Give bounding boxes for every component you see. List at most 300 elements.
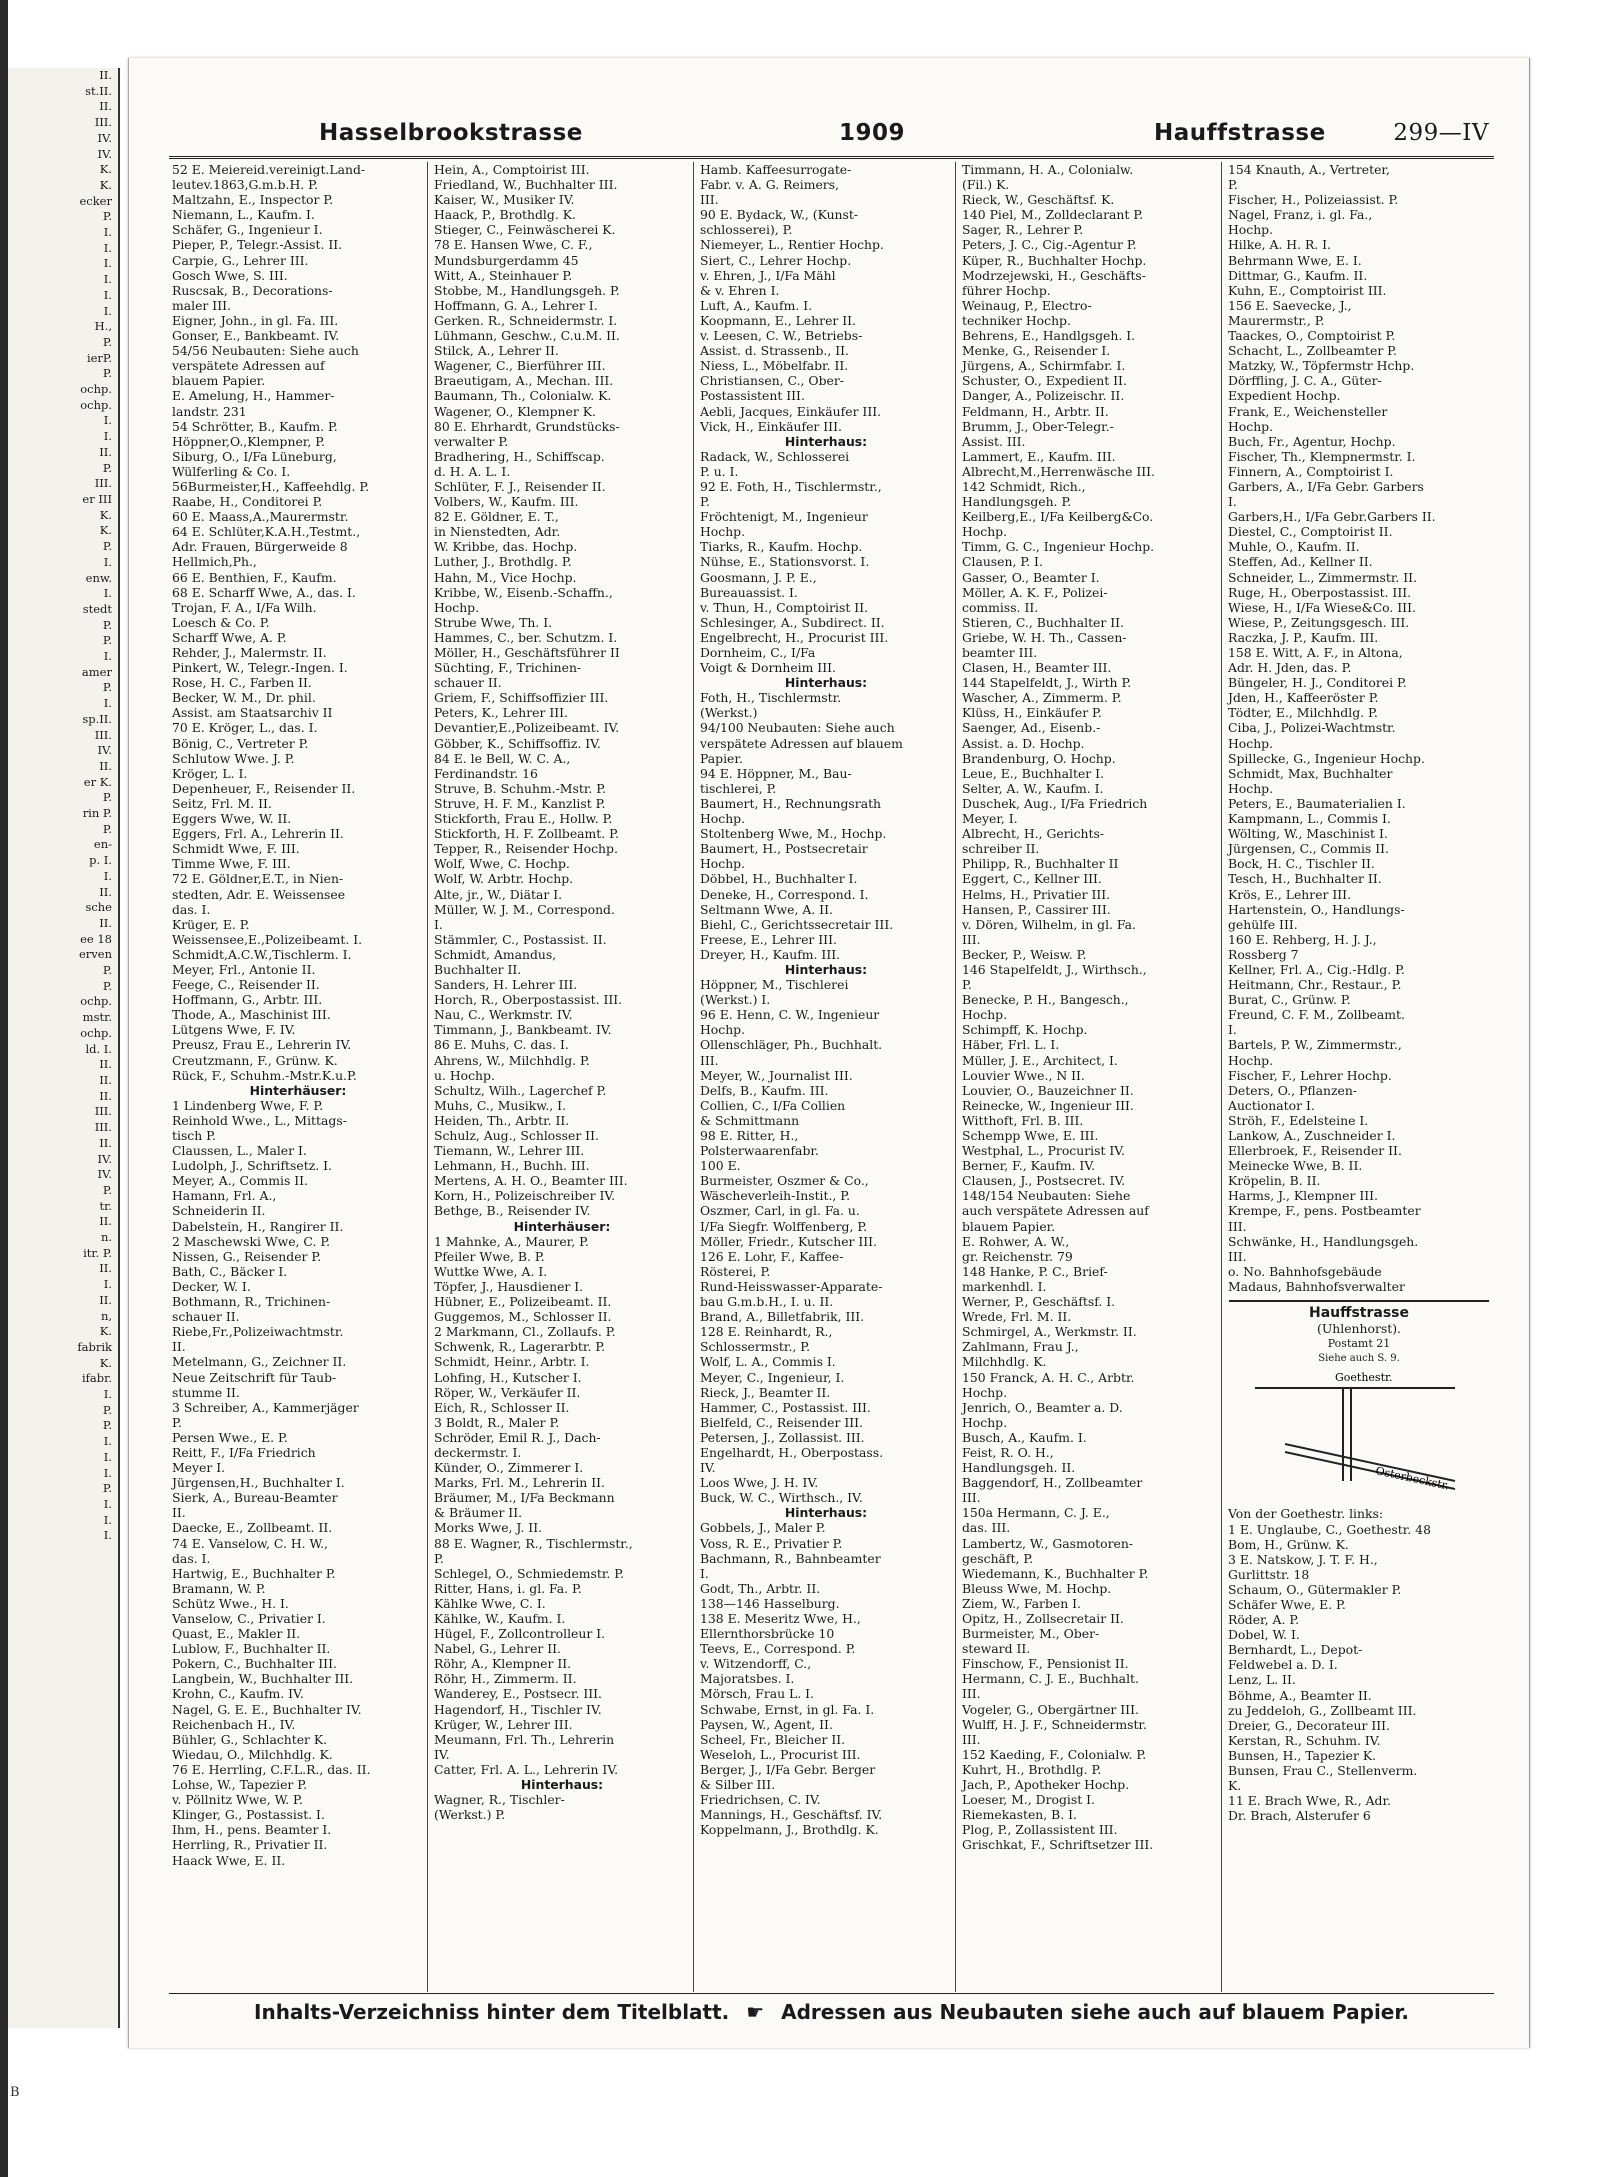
footer-rule	[169, 1993, 1494, 1994]
directory-entry: Fischer, Th., Klempnermstr. I.	[1228, 448, 1416, 464]
prev-page-fragment: II.	[99, 915, 112, 930]
directory-entry: Höppner,O.,Klempner, P.	[172, 433, 325, 449]
prev-page-fragment: sche	[85, 900, 112, 915]
directory-entry: Vick, H., Einkäufer III.	[700, 418, 842, 434]
directory-entry: Meyer, A., Commis II.	[172, 1173, 308, 1189]
prev-page-fragment: II.	[99, 1057, 112, 1072]
directory-entry: Kribbe, W., Eisenb.-Schaffn.,	[434, 584, 613, 600]
directory-entry: Frank, E., Weichensteller	[1228, 403, 1388, 419]
prev-page-fragment: I.	[103, 1277, 112, 1292]
directory-entry: Goosmann, J. P. E.,	[700, 569, 817, 585]
directory-entry: Neue Zeitschrift für Taub-	[172, 1369, 337, 1385]
directory-entry: E. Amelung, H., Hammer-	[172, 388, 335, 404]
directory-entry: Engelhardt, H., Oberpostass.	[700, 1444, 884, 1460]
directory-entry: Saenger, Ad., Eisenb.-	[962, 720, 1101, 736]
prev-page-fragment: IV.	[97, 1151, 112, 1166]
directory-entry: Dreyer, H., Kaufm. III.	[700, 946, 841, 962]
directory-entry: maler III.	[172, 297, 231, 313]
prev-page-fragment: I.	[103, 1528, 112, 1543]
directory-entry: Kuhn, E., Comptoirist III.	[1228, 282, 1387, 298]
directory-entry: Buchhalter II.	[434, 961, 522, 977]
directory-entry: Albrecht, H., Gerichts-	[962, 826, 1105, 842]
directory-entry: Foth, H., Tischlermstr.	[700, 690, 842, 706]
prev-page-fragment: ecker	[79, 193, 112, 208]
directory-entry: 52 E. Meiereid.vereinigt.Land-	[172, 162, 366, 177]
hauff-title: Hauffstrasse	[1308, 1305, 1409, 1322]
directory-entry: Steffen, Ad., Kellner II.	[1228, 554, 1373, 570]
directory-entry: Struve, H. F. M., Kanzlist P.	[434, 795, 606, 811]
directory-entry: Schulz, Aug., Schlosser II.	[434, 1128, 599, 1143]
sketch-goethestr-label: Goethestr.	[1335, 1371, 1393, 1385]
directory-entry: IV.	[700, 1460, 716, 1476]
prev-page-fragment: I.	[103, 225, 112, 240]
directory-entry: Krempe, F., pens. Postbeamter	[1228, 1203, 1421, 1219]
directory-entry: 2 Maschewski Wwe, C. P.	[172, 1233, 331, 1249]
directory-entry: v. Pöllnitz Wwe, W. P.	[172, 1792, 303, 1808]
directory-entry: Preusz, Frau E., Lehrerin IV.	[172, 1037, 352, 1053]
directory-entry: Ströh, F., Edelsteine I.	[1228, 1112, 1369, 1128]
directory-entry: Meyer, I.	[962, 811, 1018, 827]
page-footer	[169, 2000, 1494, 2024]
directory-entry: Helms, H., Privatier III.	[962, 886, 1111, 902]
directory-entry: Mannings, H., Geschäftsf. IV.	[700, 1807, 883, 1823]
directory-entry: Wagener, C., Bierführer III.	[434, 358, 606, 374]
directory-entry: E. Rohwer, A. W.,	[962, 1233, 1070, 1249]
scan-edge	[0, 0, 8, 2177]
directory-entry: Keilberg,E., I/Fa Keilberg&Co.	[962, 509, 1154, 525]
section-heading: Hinterhaus:	[520, 1777, 604, 1793]
directory-entry: Nagel, G. E. E., Buchhalter IV.	[172, 1701, 362, 1717]
directory-entry: Hoffmann, G., Arbtr. III.	[172, 992, 323, 1008]
directory-entry: Brumm, J., Ober-Telegr.-	[962, 418, 1114, 434]
directory-entry: Witt, A., Steinhauer P.	[434, 267, 573, 283]
prev-page-fragment: I.	[103, 554, 112, 569]
directory-entry: Clausen, P. I.	[962, 554, 1043, 570]
footer-index-note: Inhalts-Verzeichniss hinter dem Titelblatt.	[254, 2000, 730, 2024]
directory-entry: Möller, H., Geschäftsführer II	[434, 645, 620, 660]
directory-entry: Siburg, O., I/Fa Lüneburg,	[172, 448, 337, 464]
directory-entry: Kampmann, L., Commis I.	[1228, 811, 1391, 827]
directory-entry: Bartels, P. W., Zimmermstr.,	[1228, 1037, 1402, 1053]
directory-entry: (Fil.) K.	[962, 177, 1010, 193]
directory-entry: Röper, W., Verkäufer II.	[434, 1384, 581, 1400]
directory-entry: & v. Ehren I.	[700, 282, 780, 298]
directory-entry: deckermstr. I.	[434, 1444, 522, 1460]
directory-entry: Thode, A., Maschinist III.	[172, 1007, 331, 1023]
directory-entry: Hübner, E., Polizeibeamt. II.	[434, 1294, 612, 1310]
directory-entry: P.	[434, 1550, 444, 1566]
directory-entry: Meumann, Frl. Th., Lehrerin	[434, 1731, 615, 1747]
directory-entry: Korn, H., Polizeischreiber IV.	[434, 1188, 616, 1204]
directory-entry: Trojan, F. A., I/Fa Wilh.	[172, 599, 317, 615]
directory-entry: I.	[1228, 494, 1237, 510]
prev-page-fragment: II.	[99, 1088, 112, 1103]
prev-page-fragment: IV.	[97, 130, 112, 145]
directory-entry: Stickforth, Frau E., Hollw. P.	[434, 811, 613, 827]
directory-entry: Delfs, B., Kaufm. III.	[700, 1082, 829, 1098]
directory-entry: stedten, Adr. E. Weissensee	[172, 886, 346, 902]
directory-entry: 138—146 Hasselburg.	[700, 1595, 840, 1611]
directory-entry: markenhdl. I.	[962, 1278, 1047, 1294]
directory-entry: Meyer I.	[172, 1460, 226, 1476]
directory-entry: Maltzahn, E., Inspector P.	[172, 192, 334, 208]
directory-entry: Jürgens, A., Schirmfabr. I.	[962, 358, 1126, 374]
prev-page-fragment: II.	[99, 884, 112, 899]
directory-entry: 90 E. Bydack, W., (Kunst-	[700, 207, 859, 223]
directory-entry: Kellner, Frl. A., Cig.-Hdlg. P.	[1228, 961, 1405, 977]
prev-page-fragment: I.	[103, 256, 112, 271]
directory-entry: v. Thun, H., Comptoirist II.	[700, 599, 869, 615]
directory-entry: Höppner, M., Tischlerei	[700, 977, 849, 993]
directory-entry: Strube Wwe, Th. I.	[434, 614, 553, 630]
directory-entry: Haack, P., Brothdlg. K.	[434, 207, 576, 223]
prev-page-fragment: I.	[103, 1465, 112, 1480]
section-heading: Hinterhaus:	[784, 675, 868, 691]
directory-entry: Ruscsak, B., Decorations-	[172, 282, 333, 298]
directory-entry: Hammer, C., Postassist. III.	[700, 1399, 871, 1415]
directory-entry: Persen Wwe., E. P.	[172, 1429, 288, 1445]
directory-entry: & Silber III.	[700, 1777, 776, 1793]
directory-entry: Hochp.	[434, 599, 480, 615]
prev-page-fragment: I.	[103, 240, 112, 255]
directory-entry: das. III.	[962, 1520, 1011, 1536]
directory-entry: Wrede, Frl. M. II.	[962, 1309, 1072, 1325]
directory-entry: Voigt & Dornheim III.	[700, 660, 836, 676]
prev-page-fragment: H.,	[94, 319, 112, 334]
directory-entry: Muhs, C., Musikw., I.	[434, 1097, 567, 1113]
directory-entry: 88 E. Wagner, R., Tischlermstr.,	[434, 1535, 633, 1551]
directory-entry: 70 E. Kröger, L., das. I.	[172, 720, 318, 736]
directory-entry: Eggers Wwe, W. II.	[172, 811, 292, 827]
directory-entry: 150 Franck, A. H. C., Arbtr.	[962, 1369, 1135, 1385]
directory-entry: Collien, C., I/Fa Collien	[700, 1097, 846, 1113]
prev-page-fragment: II.	[99, 1135, 112, 1150]
directory-entry: Weissensee,E.,Polizeibeamt. I.	[172, 931, 363, 947]
directory-entry: Schwabe, Ernst, in gl. Fa. I.	[700, 1701, 875, 1717]
directory-entry: Jach, P., Apotheker Hochp.	[962, 1777, 1130, 1793]
prev-page-fragment: enw.	[85, 570, 112, 585]
directory-entry: Mundsburgerdamm 45	[434, 252, 579, 268]
directory-entry: Deters, O., Pflanzen-	[1228, 1082, 1357, 1098]
directory-entry: Schuster, O., Expedient II.	[962, 373, 1127, 389]
directory-entry: Kröger, L. I.	[172, 765, 248, 781]
directory-entry: Auctionator I.	[1228, 1097, 1315, 1113]
directory-entry: Ellerbroek, F., Reisender II.	[1228, 1143, 1402, 1159]
directory-entry: Hochp.	[962, 524, 1008, 540]
directory-entry: in Nienstedten, Adr.	[434, 524, 561, 540]
directory-entry: Rose, H. C., Farben II.	[172, 675, 312, 691]
prev-page-fragment: I.	[103, 272, 112, 287]
directory-entry: Handlungsgeh. P.	[962, 494, 1072, 510]
directory-entry: schlosserei), P.	[700, 222, 793, 238]
prev-page-fragment: P.	[102, 680, 112, 695]
directory-entry: verspätete Adressen auf blauem	[700, 735, 903, 751]
street-sketch	[1225, 1366, 1485, 1506]
directory-entry: Schacht, L., Zollbeamter P.	[1228, 343, 1397, 359]
directory-entry: Schwänke, H., Handlungsgeh.	[1228, 1233, 1419, 1249]
directory-entry: Döbbel, H., Buchhalter I.	[700, 871, 858, 887]
directory-entry: P.	[1228, 177, 1238, 193]
directory-entry: II.	[172, 1339, 186, 1355]
prev-page-fragment: mstr.	[82, 1010, 112, 1025]
directory-entry: tisch P.	[172, 1128, 216, 1143]
directory-entry: Bureauassist. I.	[700, 584, 798, 600]
directory-entry: II.	[172, 1505, 186, 1521]
directory-entry: Scharff Wwe, A. P.	[172, 629, 287, 645]
section-heading: Hinterhaus:	[784, 433, 868, 449]
directory-entry: Becker, W. M., Dr. phil.	[172, 690, 316, 706]
prev-page-fragment: K.	[99, 177, 112, 192]
directory-entry: Gosch Wwe, S. III.	[172, 267, 288, 283]
prev-page-fragment: I.	[103, 1496, 112, 1511]
directory-entry: Burat, C., Grünw. P.	[1228, 992, 1351, 1008]
directory-entry: 138 E. Meseritz Wwe, H.,	[700, 1611, 861, 1626]
directory-entry: K.	[1228, 1778, 1242, 1794]
directory-entry: Assist. III.	[962, 433, 1026, 449]
directory-entry: Lütgens Wwe, F. IV.	[172, 1022, 296, 1038]
directory-entry: Selter, A. W., Kaufm. I.	[962, 780, 1104, 796]
directory-entry: Hochp.	[962, 1384, 1008, 1400]
directory-entry: Bath, C., Bäcker I.	[172, 1263, 288, 1279]
prev-page-fragment: ld. I.	[85, 1041, 112, 1056]
directory-entry: geschäft, P.	[962, 1550, 1034, 1566]
directory-entry: 3 E. Natskow, J. T. F. H.,	[1228, 1551, 1378, 1567]
prev-page-fragment: III.	[94, 1104, 112, 1119]
directory-entry: schreiber II.	[962, 841, 1040, 857]
directory-entry: Deneke, H., Correspond. I.	[700, 886, 869, 902]
directory-entry: (Werkst.) P.	[434, 1807, 506, 1823]
directory-entry: Dr. Brach, Alsterufer 6	[1228, 1808, 1371, 1824]
directory-entry: das. I.	[172, 901, 211, 917]
prev-page-fragment: P.	[102, 633, 112, 648]
directory-entry: Hochp.	[962, 1007, 1008, 1023]
directory-entry: 3 Schreiber, A., Kammerjäger	[172, 1399, 359, 1415]
directory-entry: Opitz, H., Zollsecretair II.	[962, 1611, 1124, 1626]
directory-entry: Wiese, P., Zeitungsgesch. III.	[1228, 614, 1410, 630]
prev-page-fragment: I.	[103, 586, 112, 601]
directory-entry: Künder, O., Zimmerer I.	[434, 1460, 584, 1476]
directory-entry: 152 Kaeding, F., Colonialw. P.	[962, 1746, 1147, 1762]
directory-entry: 64 E. Schlüter,K.A.H.,Testmt.,	[172, 524, 361, 540]
directory-entry: Ahrens, W., Milchhdlg. P.	[434, 1052, 590, 1068]
directory-entry: & Schmittmann	[700, 1112, 800, 1128]
directory-entry: Teevs, E., Correspond. P.	[700, 1641, 856, 1657]
directory-entry: Rieck, J., Beamter II.	[700, 1384, 831, 1400]
directory-entry: Rehder, J., Malermstr. II.	[172, 645, 327, 660]
directory-entry: Louvier Wwe., N II.	[962, 1067, 1085, 1083]
directory-entry: Gonser, E., Bankbeamt. IV.	[172, 328, 340, 344]
directory-entry: Raabe, H., Conditorei P.	[172, 494, 323, 510]
directory-entry: Süchting, F., Trichinen-	[434, 660, 582, 676]
prev-page-fragment: erven	[78, 947, 112, 962]
directory-entry: Paysen, W., Agent, II.	[700, 1716, 833, 1732]
directory-entry: 94/100 Neubauten: Siehe auch	[700, 720, 895, 736]
directory-entry: P.	[962, 977, 972, 993]
directory-entry: verspätete Adressen auf	[172, 358, 325, 374]
directory-entry: Bönig, C., Vertreter P.	[172, 735, 309, 751]
directory-entry: Baumann, Th., Colonialw. K.	[434, 388, 612, 404]
directory-entry: Dornheim, C., I/Fa	[700, 645, 816, 660]
directory-entry: o. No. Bahnhofsgebäude	[1228, 1263, 1382, 1279]
directory-entry: Schlegel, O., Schmiedemstr. P.	[434, 1565, 625, 1581]
directory-entry: Peters, J. C., Cig.-Agentur P.	[962, 237, 1137, 253]
directory-entry: Menke, G., Reisender I.	[962, 343, 1111, 359]
directory-entry: Wagener, O., Klempner K.	[434, 403, 596, 419]
directory-entry: Bräumer, M., I/Fa Beckmann	[434, 1490, 615, 1506]
prev-page-fragment: fabrik	[77, 1339, 112, 1354]
hauff-plan-ref: Siehe auch S. 9.	[1318, 1353, 1400, 1365]
directory-entry: 56Burmeister,H., Kaffeehdlg. P.	[172, 478, 370, 494]
prev-page-fragment: p. I.	[89, 853, 112, 868]
directory-entry: Witthoft, Frl. B. III.	[962, 1112, 1084, 1128]
directory-entry: P.	[172, 1414, 182, 1430]
directory-page	[128, 58, 1530, 2048]
directory-entry: Weseloh, L., Procurist III.	[700, 1746, 861, 1762]
directory-entry: Hammes, C., ber. Schutzm. I.	[434, 629, 618, 645]
directory-entry: Griem, F., Schiffsoffizier III.	[434, 690, 609, 706]
prev-page-fragment: II.	[99, 1073, 112, 1087]
directory-entry: Wölting, W., Maschinist I.	[1228, 826, 1388, 842]
directory-entry: Müller, J. E., Architect, I.	[962, 1052, 1118, 1068]
directory-entry: Dabelstein, H., Rangirer II.	[172, 1218, 344, 1234]
directory-entry: Fischer, H., Polizeiassist. P.	[1228, 192, 1399, 208]
directory-entry: Schaum, O., Gütermakler P.	[1228, 1581, 1402, 1597]
directory-entry: Louvier, O., Bauzeichner II.	[962, 1082, 1134, 1098]
directory-entry: I.	[434, 916, 443, 932]
directory-entry: u. Hochp.	[434, 1067, 495, 1083]
directory-entry: Bachmann, R., Bahnbeamter	[700, 1550, 881, 1566]
prev-page-fragment: K.	[99, 1355, 112, 1370]
section-rule	[1229, 1300, 1489, 1302]
directory-entry: Expedient Hochp.	[1228, 388, 1341, 404]
directory-entry: 68 E. Scharff Wwe, A., das. I.	[172, 584, 356, 600]
directory-entry: beamter III.	[962, 645, 1038, 660]
directory-entry: Grischkat, F., Schriftsetzer III.	[962, 1837, 1154, 1853]
directory-entry: v. Ehren, J., I/Fa Mähl	[700, 267, 836, 283]
directory-entry: steward II.	[962, 1641, 1031, 1657]
directory-entry: Timmann, J., Bankbeamt. IV.	[434, 1022, 612, 1038]
directory-entry: Bradhering, H., Schiffscap.	[434, 448, 605, 464]
directory-entry: Depenheuer, F., Reisender II.	[172, 780, 356, 796]
directory-entry: Bethge, B., Reisender IV.	[434, 1203, 591, 1219]
directory-entry: Bleuss Wwe, M. Hochp.	[962, 1580, 1112, 1596]
prev-page-fragment: n.	[100, 1230, 112, 1245]
directory-entry: Hochp.	[962, 1414, 1008, 1430]
directory-entry: Meyer, C., Ingenieur, I.	[700, 1369, 845, 1385]
directory-entry: Schmidt, Amandus,	[434, 946, 557, 962]
directory-entry: Nau, C., Werkmstr. IV.	[434, 1007, 573, 1023]
directory-entry: Stieger, C., Feinwäscherei K.	[434, 222, 616, 238]
directory-entry: Hügel, F., Zollcontrolleur I.	[434, 1626, 606, 1642]
directory-entry: Lohse, W., Tapezier P.	[172, 1777, 308, 1793]
prev-page-fragment: ee 18	[80, 931, 112, 946]
directory-entry: Kählke Wwe, C. I.	[434, 1595, 546, 1611]
directory-entry: Reinecke, W., Ingenieur III.	[962, 1097, 1134, 1113]
directory-entry: Vogeler, G., Obergärtner III.	[962, 1701, 1139, 1717]
directory-entry: Luther, J., Brothdlg. P.	[434, 554, 572, 570]
directory-entry: Engelbrecht, H., Procurist III.	[700, 629, 889, 645]
directory-entry: Timme Wwe, F. III.	[172, 856, 291, 872]
directory-entry: Finnern, A., Comptoirist I.	[1228, 463, 1394, 479]
directory-entry: Röhr, A., Klempner II.	[434, 1656, 572, 1672]
directory-entry: Krohn, C., Kaufm. IV.	[172, 1686, 304, 1702]
directory-entry: Meinecke Wwe, B. II.	[1228, 1158, 1363, 1174]
directory-entry: Ellernthorsbrücke 10	[700, 1626, 835, 1642]
directory-entry: Friedland, W., Buchhalter III.	[434, 177, 618, 193]
directory-entry: zu Jeddeloh, G., Zollbeamt III.	[1228, 1702, 1417, 1718]
directory-entry: blauem Papier.	[172, 373, 266, 389]
directory-entry: Modrzejewski, H., Geschäfts-	[962, 267, 1146, 283]
prev-page-fragment: I.	[103, 413, 112, 428]
directory-entry: Oszmer, Carl, in gl. Fa. u.	[700, 1203, 860, 1219]
directory-entry: Koopmann, E., Lehrer II.	[700, 312, 856, 328]
directory-entry: Bühler, G., Schlachter K.	[172, 1731, 328, 1747]
directory-entry: Burmeister, M., Ober-	[962, 1626, 1100, 1642]
directory-entry: 158 E. Witt, A. F., in Altona,	[1228, 645, 1403, 660]
directory-entry: Pinkert, W., Telegr.-Ingen. I.	[172, 660, 348, 676]
directory-entry: 100 E.	[700, 1158, 741, 1174]
directory-entry: 128 E. Reinhardt, R.,	[700, 1324, 833, 1340]
directory-entry: 148/154 Neubauten: Siehe	[962, 1188, 1131, 1204]
directory-entry: Meyer, W., Journalist III.	[700, 1067, 853, 1083]
directory-entry: Werner, P., Geschäftsf. I.	[962, 1294, 1116, 1310]
prev-page-fragment: n,	[100, 1308, 112, 1323]
directory-entry: Wascher, A., Zimmerm. P.	[962, 690, 1122, 706]
directory-entry: Freund, C. F. M., Zollbeamt.	[1228, 1007, 1405, 1023]
directory-entry: Tödter, E., Milchhdlg. P.	[1228, 705, 1378, 721]
directory-entry: Schwenk, R., Lagerarbtr. P.	[434, 1339, 606, 1355]
directory-entry: 80 E. Ehrhardt, Grundstücks-	[434, 418, 620, 434]
directory-entry: Struve, B. Schuhm.-Mstr. P.	[434, 780, 607, 796]
prev-page-fragment: P.	[102, 1182, 112, 1197]
directory-entry: III.	[962, 1490, 981, 1506]
directory-entry: Bunsen, Frau C., Stellenverm.	[1228, 1763, 1418, 1778]
directory-entry: Sager, R., Lehrer P.	[962, 222, 1084, 238]
directory-entry: Schultz, Wilh., Lagerchef P.	[434, 1082, 607, 1098]
directory-entry: Wolf, L. A., Commis I.	[700, 1354, 836, 1370]
prev-page-fragment: tr.	[99, 1198, 112, 1213]
directory-entry: Nagel, Franz, i. gl. Fa.,	[1228, 207, 1373, 223]
directory-entry: Niemeyer, L., Rentier Hochp.	[700, 237, 884, 253]
directory-entry: Rossberg 7	[1228, 946, 1299, 962]
directory-entry: Weinaug, P., Electro-	[962, 297, 1092, 313]
directory-entry: Wiedau, O., Milchhdlg. K.	[172, 1746, 333, 1762]
prev-page-fragment: I.	[103, 287, 112, 302]
directory-entry: 1 Mahnke, A., Maurer, P.	[434, 1233, 589, 1249]
directory-entry: I.	[1228, 1022, 1237, 1038]
directory-entry: Hagendorf, H., Tischler IV.	[434, 1701, 602, 1717]
directory-entry: III.	[1228, 1218, 1247, 1234]
directory-entry: Möller, Friedr., Kutscher III.	[700, 1233, 878, 1249]
column-3	[697, 162, 956, 1992]
directory-entry: III.	[962, 1686, 981, 1702]
directory-entry: Schimpff, K. Hochp.	[962, 1022, 1088, 1038]
directory-entry: Matzky, W., Töpfermstr Hchp.	[1228, 358, 1415, 374]
directory-entry: W. Kribbe, das. Hochp.	[434, 539, 578, 555]
directory-entry: Catter, Frl. A. L., Lehrerin IV.	[434, 1761, 619, 1777]
directory-entry: Tepper, R., Reisender Hochp.	[434, 841, 618, 857]
directory-entry: Pfeiler Wwe, B. P.	[434, 1248, 545, 1264]
directory-entry: Langbein, W., Buchhalter III.	[172, 1671, 354, 1687]
directory-entry: v. Dören, Wilhelm, in gl. Fa.	[962, 916, 1136, 932]
directory-entry: Hartwig, E., Buchhalter P.	[172, 1565, 336, 1581]
prev-page-fragment: II.	[99, 758, 112, 773]
directory-entry: Wulff, H. J. F., Schneidermstr.	[962, 1716, 1147, 1732]
directory-entry: Hochp.	[1228, 222, 1274, 238]
directory-entry: 150a Hermann, C. J. E.,	[962, 1505, 1110, 1521]
directory-entry: Tiarks, R., Kaufm. Hochp.	[700, 539, 863, 555]
directory-entry: Sanders, H. Lehrer III.	[434, 977, 578, 993]
